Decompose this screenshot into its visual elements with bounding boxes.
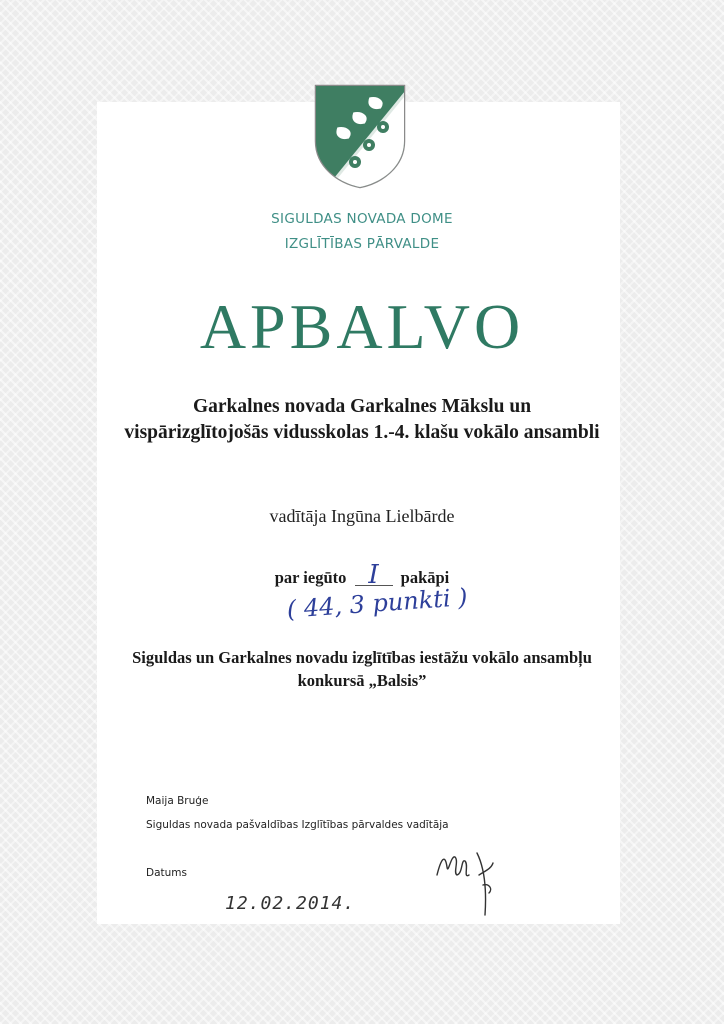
date-handwritten: 12.02.2014. (225, 893, 356, 914)
date-label: Datums (146, 867, 187, 879)
award-suffix: pakāpi (400, 568, 450, 587)
coat-of-arms-icon (313, 83, 407, 189)
leader-text: vadītāja Ingūna Lielbārde (269, 506, 455, 526)
contest-text: Siguldas un Garkalnes novadu izglītības iestāžu vokālo ansambļu konkursā „Balsis” (132, 648, 592, 690)
signatory-name: Maija Bruģe (146, 795, 209, 807)
points-handwritten: ( 44, 3 punkti ) (286, 583, 469, 624)
award-line (0, 560, 724, 590)
recipient-text: Garkalnes novada Garkalnes Mākslu un vispārizglītojošās vidusskolas 1.-4. klašu vokālo ansambli (124, 396, 600, 443)
award-degree-handwritten: I (355, 565, 393, 586)
signatory-title: Siguldas novada pašvaldības Izglītības pārvaldes vadītāja (146, 819, 449, 831)
award-prefix: par iegūto (274, 568, 347, 587)
organization-line-1: SIGULDAS NOVADA DOME (271, 211, 453, 227)
handwritten-signature (433, 845, 503, 925)
organization-line-2: IZGLĪTĪBAS PĀRVALDE (284, 236, 440, 252)
certificate-heading: APBALVO (199, 291, 525, 362)
